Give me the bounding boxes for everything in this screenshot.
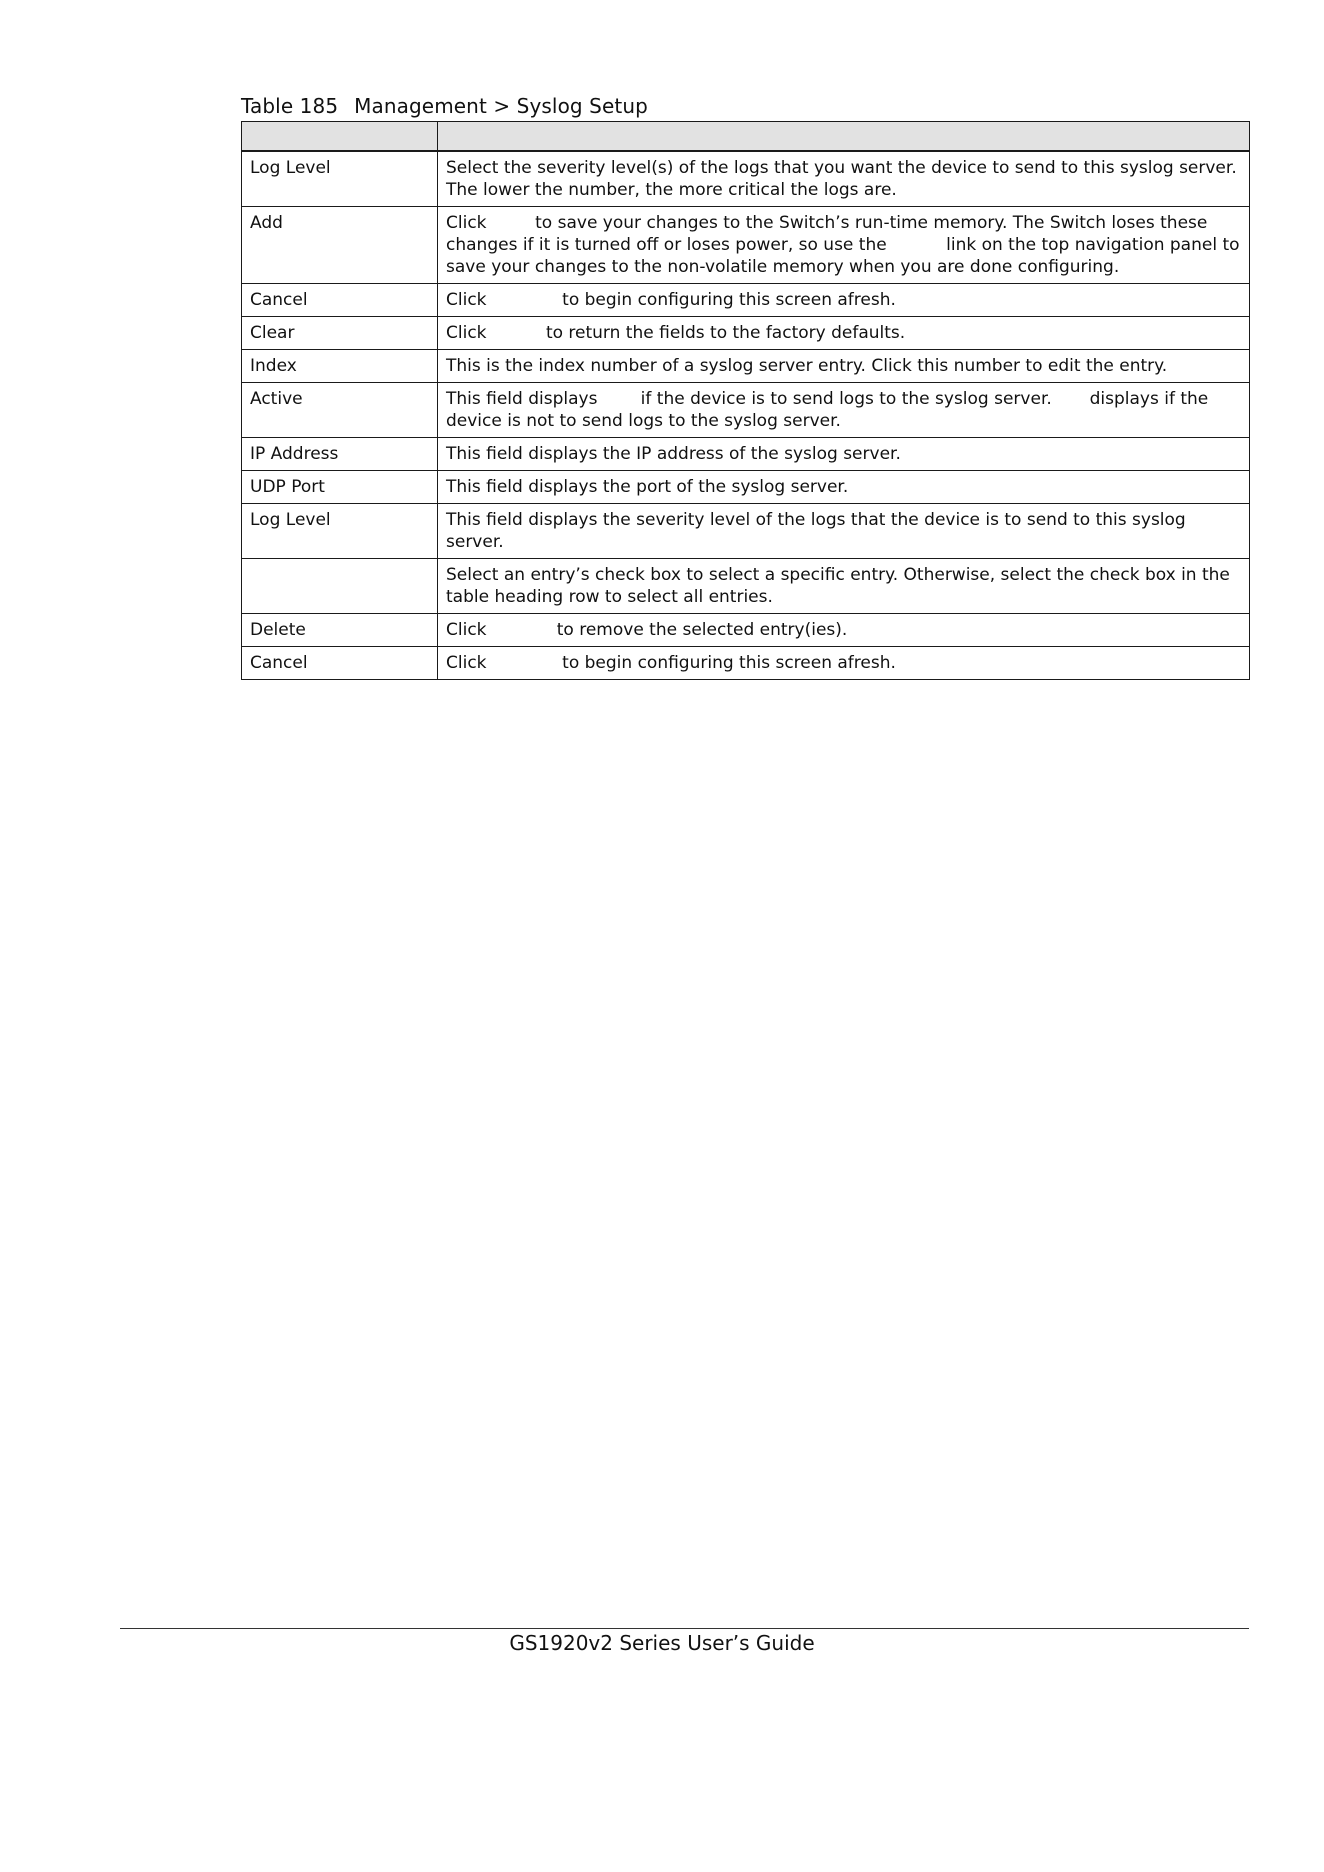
field-description-table xyxy=(241,121,1250,680)
row-description xyxy=(438,284,1250,317)
row-label: Cancel xyxy=(242,647,438,680)
row-description-text: This field displays the port of the syslog server. xyxy=(446,477,849,497)
row-description xyxy=(438,647,1250,680)
row-label: Index xyxy=(242,350,438,383)
table-row xyxy=(242,284,1250,317)
row-description xyxy=(438,504,1250,559)
row-label: Active xyxy=(242,383,438,438)
table-title: Management > Syslog Setup xyxy=(354,94,648,118)
row-description-text: Click to begin configuring this screen afresh. xyxy=(446,653,896,673)
table-row xyxy=(242,350,1250,383)
row-label: Clear xyxy=(242,317,438,350)
table-caption xyxy=(241,94,648,118)
table-row xyxy=(242,438,1250,471)
row-description xyxy=(438,614,1250,647)
table-row xyxy=(242,317,1250,350)
row-description xyxy=(438,207,1250,284)
row-description-text: Select an entry’s check box to select a specific entry. Otherwise, select the check box in the table heading row to select all entries. xyxy=(446,565,1236,607)
footer-guide-title: GS1920v2 Series User’s Guide xyxy=(509,1631,815,1655)
table-header-row xyxy=(242,122,1250,152)
row-description xyxy=(438,151,1250,207)
row-label: UDP Port xyxy=(242,471,438,504)
row-description-text: This field displays the severity level of the logs that the device is to send to this syslog server. xyxy=(446,510,1192,552)
row-label: Log Level xyxy=(242,504,438,559)
table-row xyxy=(242,559,1250,614)
table-number: Table 185 xyxy=(241,94,339,118)
row-description-text: Click to begin configuring this screen afresh. xyxy=(446,290,896,310)
row-description xyxy=(438,350,1250,383)
table-row xyxy=(242,471,1250,504)
table-row xyxy=(242,647,1250,680)
row-description xyxy=(438,383,1250,438)
row-description xyxy=(438,317,1250,350)
row-description-text: Click to remove the selected entry(ies). xyxy=(446,620,848,640)
table-row xyxy=(242,207,1250,284)
row-description-text: Click to save your changes to the Switch’s run-time memory. The Switch loses these changes if it is turned off or loses power, so use the link on the top navigation panel to save your changes to the non-volatile memory when you are done configuring. xyxy=(446,213,1245,277)
row-label xyxy=(242,559,438,614)
row-description xyxy=(438,471,1250,504)
row-description xyxy=(438,559,1250,614)
row-description-text: Click to return the fields to the factory defaults. xyxy=(446,323,906,343)
table-row xyxy=(242,383,1250,438)
header-description-cell xyxy=(438,122,1250,152)
row-label: Cancel xyxy=(242,284,438,317)
table-row xyxy=(242,504,1250,559)
row-label: Log Level xyxy=(242,151,438,207)
table-row xyxy=(242,151,1250,207)
row-label: Delete xyxy=(242,614,438,647)
row-description xyxy=(438,438,1250,471)
row-description-text: Select the severity level(s) of the logs that you want the device to send to this syslog server. The lower the number, the more critical the logs are. xyxy=(446,158,1243,200)
row-description-text: This is the index number of a syslog server entry. Click this number to edit the entry. xyxy=(446,356,1168,376)
row-description-text: This field displays the IP address of the syslog server. xyxy=(446,444,901,464)
row-description-text: This field displays if the device is to send logs to the syslog server. displays if the device is not to send logs to the syslog server. xyxy=(446,389,1214,431)
row-label: IP Address xyxy=(242,438,438,471)
table-row xyxy=(242,614,1250,647)
header-label-cell xyxy=(242,122,438,152)
row-label: Add xyxy=(242,207,438,284)
